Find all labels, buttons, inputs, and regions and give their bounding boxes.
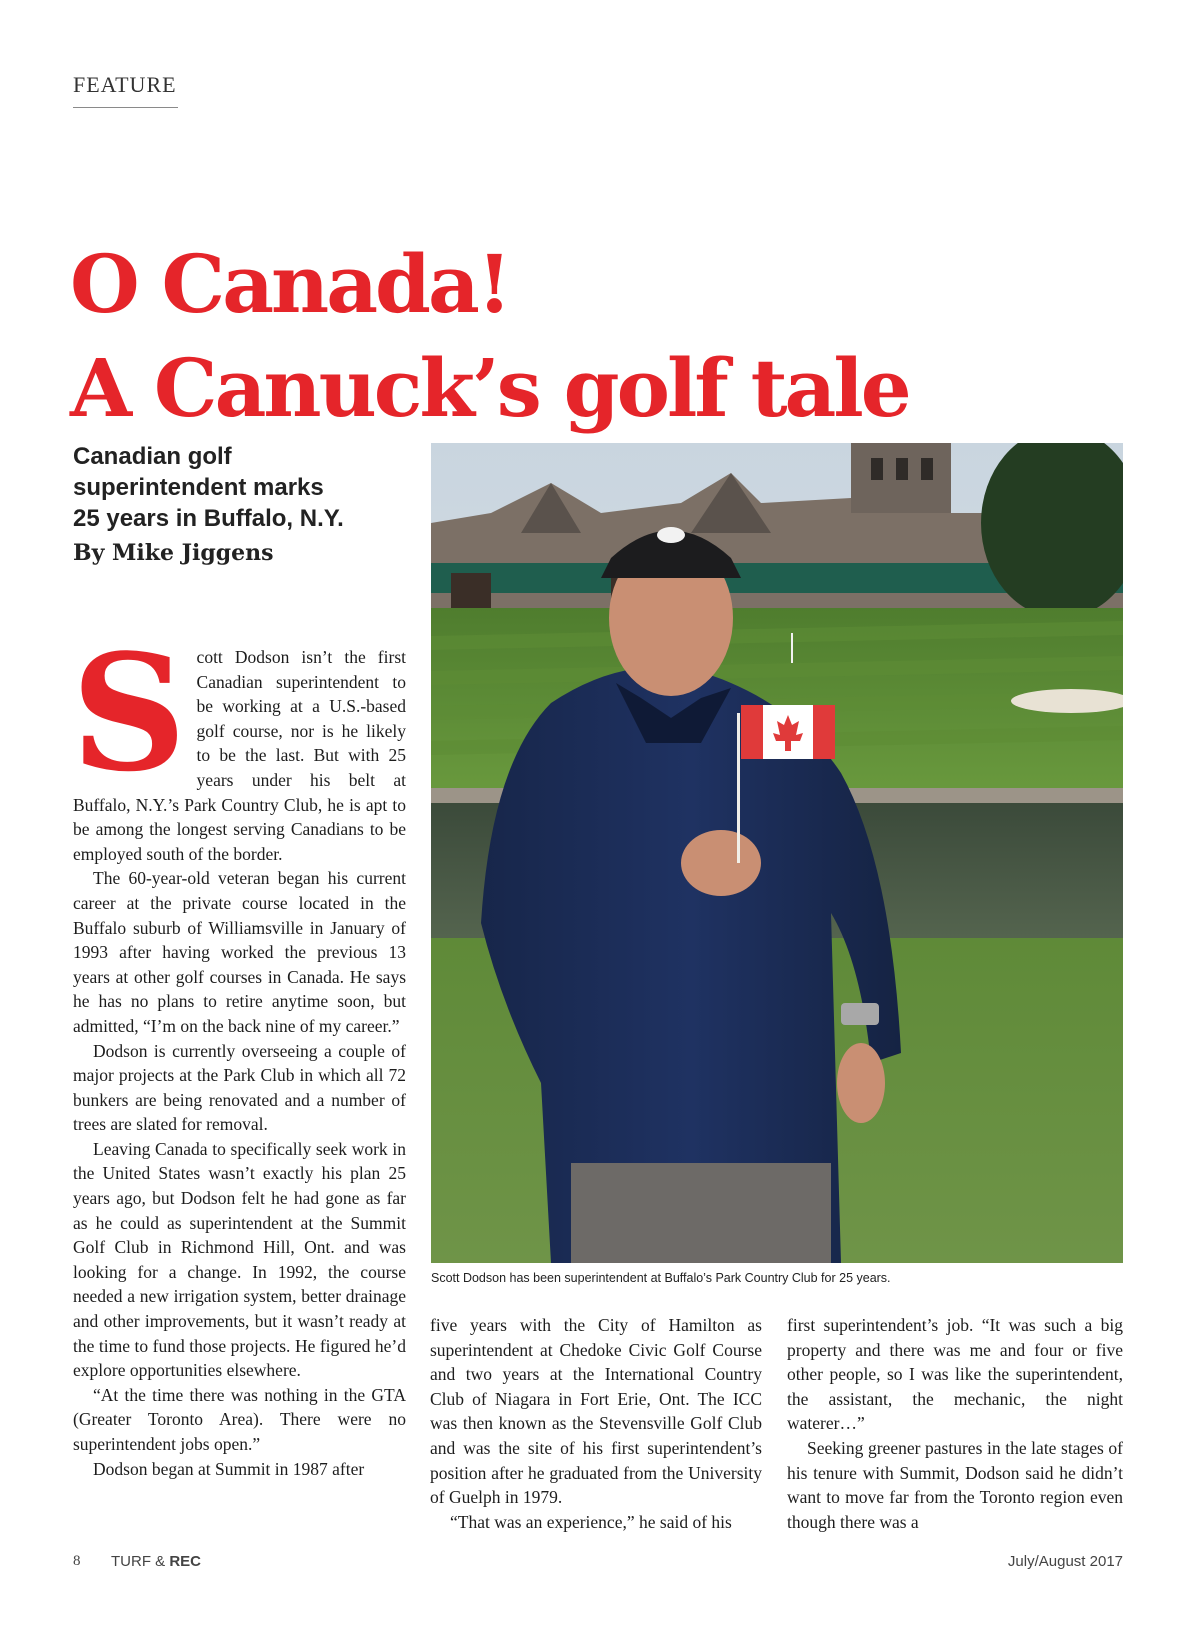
article-paragraph: “At the time there was nothing in the GTA (Greater Toronto Area). There were no superintendent jobs open.” — [73, 1384, 406, 1454]
magazine-name-prefix: TURF & — [111, 1553, 166, 1570]
article-paragraph-text: cott Dodson isn’t the first Canadian superintendent to be working at a U.S.-based golf course, nor is he likely to be the last. But with 25 years under his belt at Buffalo, N.Y.’s Park Country Club, he is apt to be among the longest serving Canadians to be employed south of the border. — [73, 647, 406, 864]
section-label: FEATURE — [73, 72, 177, 97]
issue-date: July/August 2017 — [1007, 1553, 1123, 1570]
deck-line-3: 25 years in Buffalo, N.Y. — [73, 505, 344, 532]
headline-line-1: O Canada! — [70, 237, 509, 331]
article-paragraph: Seeking greener pastures in the late stages of his tenure with Summit, Dodson said he didn’t want to move far from the Toronto region even though there was a — [787, 1437, 1123, 1532]
magazine-name-suffix: REC — [169, 1553, 202, 1570]
article-column-1 — [71, 619, 406, 1481]
deck-line-2: superintendent marks — [73, 474, 324, 501]
article-paragraph: The 60-year-old veteran began his current career at the private course located in the Buffalo suburb of Williamsville in January of 1993 after having worked the previous 13 years at other golf courses in Canada. He says he has no plans to retire anytime soon, but admitted, “I’m on the back nine of my career.” — [73, 868, 406, 1036]
deck-line-1: Canadian golf — [73, 443, 232, 470]
page-number: 8 — [73, 1553, 81, 1569]
magazine-name — [111, 1553, 201, 1570]
feature-photo — [431, 443, 1123, 1263]
headline-line-2: A Canuck’s golf tale — [70, 341, 909, 435]
photo-caption: Scott Dodson has been superintendent at Buffalo’s Park Country Club for 25 years. — [431, 1271, 891, 1285]
article-column-3 — [787, 1313, 1123, 1534]
article-paragraph — [71, 619, 406, 866]
article-paragraph: five years with the City of Hamilton as superintendent at Chedoke Civic Golf Course and two years at the International Country Club of Niagara in Fort Erie, Ont. The ICC was then known as the Stevensville Golf Club and was the site of his first superintendent’s position after he graduated from the University of Guelph in 1979. — [430, 1315, 762, 1508]
drop-cap: S — [71, 619, 187, 807]
section-rule — [73, 107, 178, 108]
article-paragraph: Dodson is currently overseeing a couple of major projects at the Park Club in which all 72 bunkers are being renovated and a number of trees are slated for removal. — [73, 1040, 406, 1135]
headline — [70, 232, 909, 440]
deck — [73, 441, 403, 534]
photo-illustration — [431, 443, 1123, 1263]
article-paragraph: Dodson began at Summit in 1987 after — [93, 1458, 365, 1479]
article-paragraph: Leaving Canada to specifically seek work in the United States wasn’t exactly his plan 25 years ago, but Dodson felt he had gone as far as he could as superintendent at the Summit Golf Club in Richmond Hill, Ont. and was looking for a change. In 1992, the course needed a new irrigation system, better drainage and other improvements, but it wasn’t ready at the time to fund those projects. He figured he’d explore opportunities elsewhere. — [73, 1138, 406, 1381]
article-paragraph: “That was an experience,” he said of his — [450, 1511, 732, 1532]
article-column-2 — [430, 1313, 762, 1534]
article-paragraph: first superintendent’s job. “It was such a big property and there was me and four or five other people, so I was like the superintendent, the assistant, the mechanic, the night waterer…” — [787, 1315, 1123, 1434]
byline: By Mike Jiggens — [73, 540, 274, 566]
